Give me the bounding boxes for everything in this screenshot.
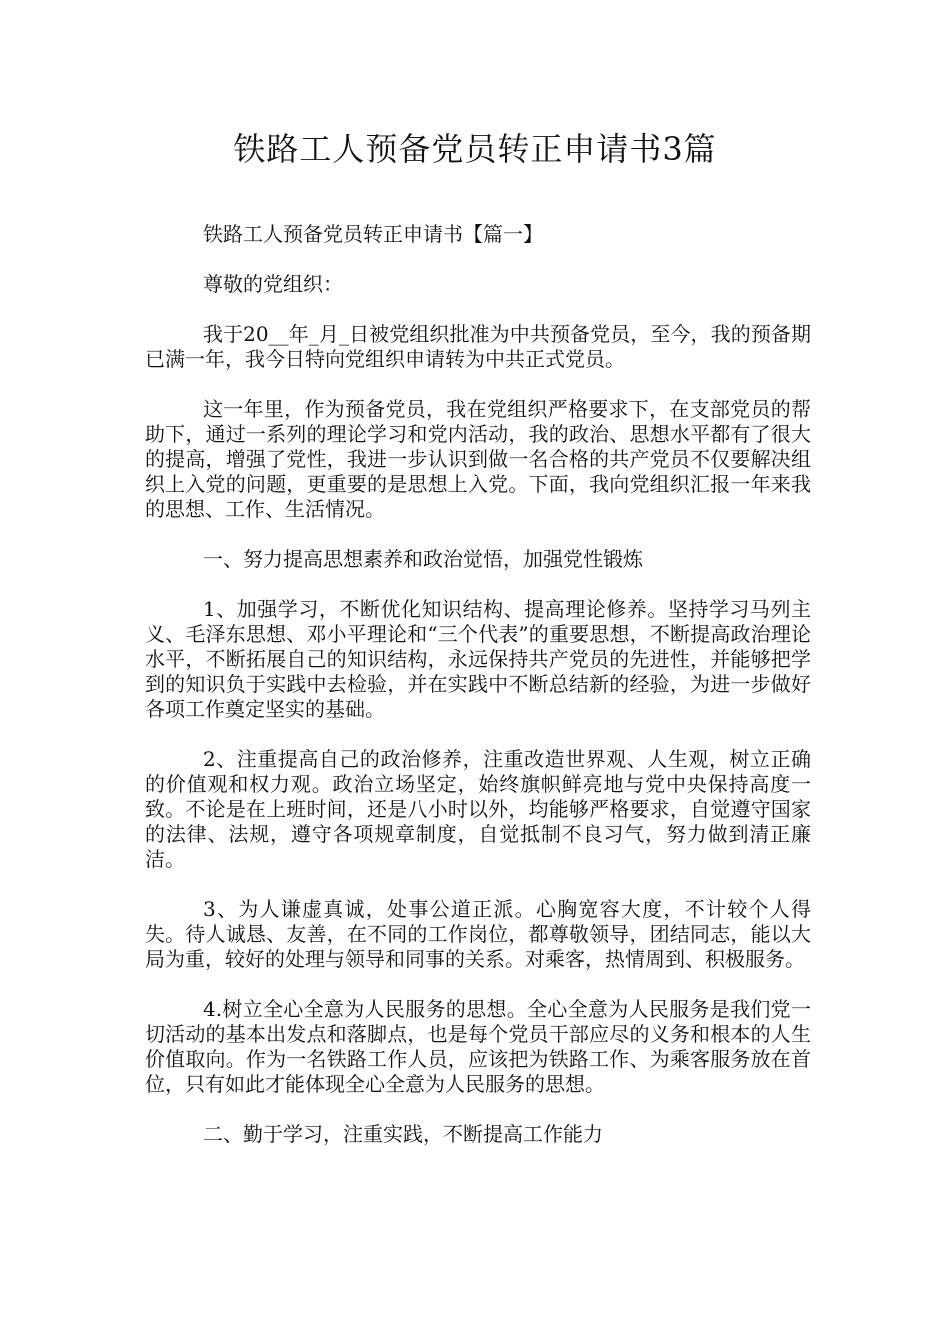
salutation: 尊敬的党组织： [203,272,343,296]
document-title: 铁路工人预备党员转正申请书3篇 [233,130,717,168]
heading-section-one: 一、努力提高思想素养和政治觉悟，加强党性锻炼 [203,547,643,571]
document-body [145,222,811,1172]
paragraph-point-2: 2、注重提高自己的政治修养，注重改造世界观、人生观，树立正确的价值观和权力观。政治立场坚定，始终旗帜鲜亮地与党中央保持高度一致。不论是在上班时间，还是八小时以外，均能够严格要求，自觉遵守国家的法律、法规，遵守各项规章制度，自觉抵制不良习气，努力做到清正廉洁。 [145,747,811,871]
paragraph-point-1: 1、加强学习，不断优化知识结构、提高理论修养。坚持学习马列主义、毛泽东思想、邓小平理论和“三个代表”的重要思想，不断提高政治理论水平，不断拓展自己的知识结构，永远保持共产党员的先进性，并能够把学到的知识负于实践中去检验，并在实践中不断总结新的经验，为进一步做好各项工作奠定坚实的基础。 [145,597,811,721]
heading-section-two: 二、勤于学习，注重实践，不断提高工作能力 [203,1122,603,1146]
paragraph-year-summary: 这一年里，作为预备党员，我在党组织严格要求下，在支部党员的帮助下，通过一系列的理论学习和党内活动，我的政治、思想水平都有了很大的提高，增强了党性，我进一步认识到做一名合格的共产党员不仅要解决组织上入党的问题，更重要的是思想上入党。下面，我向党组织汇报一年来我的思想、工作、生活情况。 [145,397,811,521]
section-heading-part-one: 铁路工人预备党员转正申请书【篇一】 [203,222,543,246]
paragraph-point-3: 3、为人谦虚真诚，处事公道正派。心胸宽容大度，不计较个人得失。待人诚恳、友善，在不同的工作岗位，都尊敬领导，团结同志，能以大局为重，较好的处理与领导和同事的关系。对乘客，热情周到、积极服务。 [145,897,811,971]
paragraph-point-4: 4.树立全心全意为人民服务的思想。全心全意为人民服务是我们党一切活动的基本出发点和落脚点，也是每个党员干部应尽的义务和根本的人生价值取向。作为一名铁路工作人员，应该把为铁路工作、为乘客服务放在首位，只有如此才能体现全心全意为人民服务的思想。 [145,997,811,1096]
paragraph-intro: 我于20__年_月_日被党组织批准为中共预备党员，至今，我的预备期已满一年，我今日特向党组织申请转为中共正式党员。 [145,322,811,371]
